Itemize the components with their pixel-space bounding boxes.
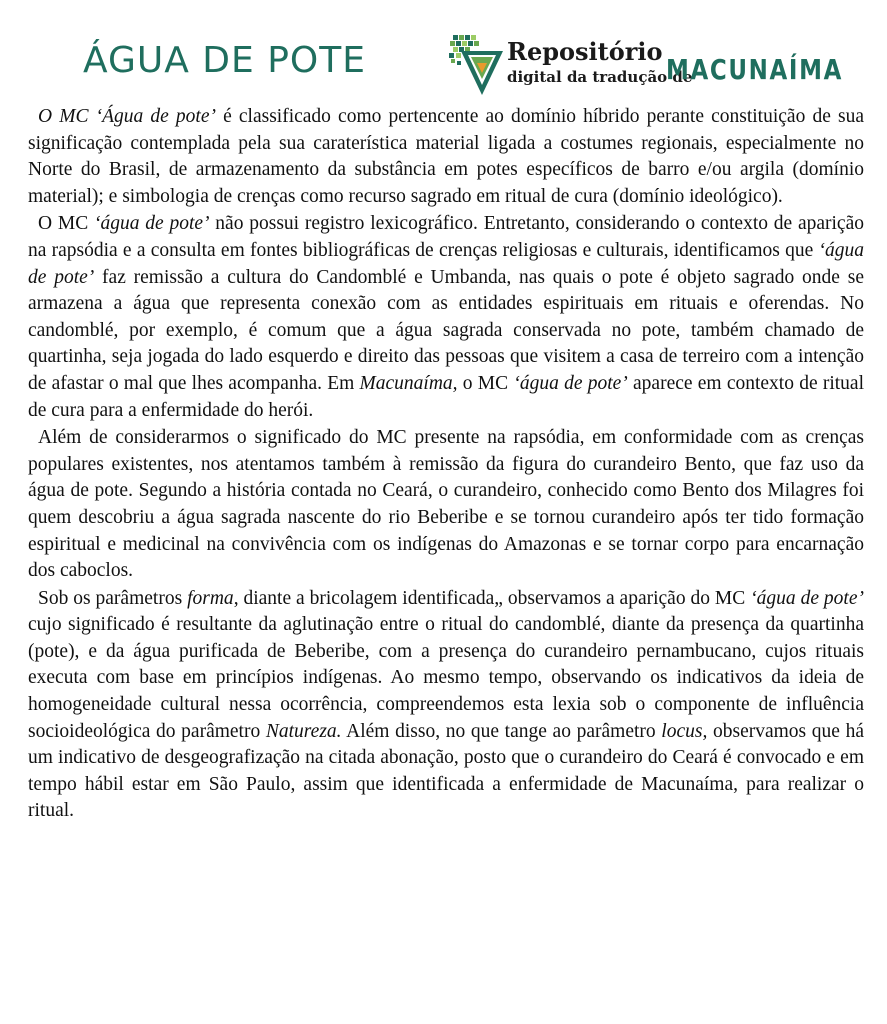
- logo-emblem-icon: [447, 33, 505, 101]
- paragraph-text: , diante a bricolagem identificada„ observamos a aparição do MC: [233, 587, 751, 609]
- repository-logo: [447, 33, 844, 103]
- italic-text: ‘água de pote’: [750, 587, 865, 609]
- paragraph-text: observamos que há um indicativo de desgeografização na citada abonação, posto que o curandeiro do Ceará é convocado e em tempo hábil estar em São Paulo, assim que identificada a enfermidade de Macunaíma, para realizar o ritual.: [28, 720, 865, 822]
- page-title: ÁGUA DE POTE: [83, 40, 367, 81]
- italic-text: ‘água de pote’: [93, 213, 210, 235]
- paragraph-text: o MC: [457, 372, 514, 394]
- italic-text: forma: [187, 587, 234, 609]
- italic-text: locus,: [661, 720, 708, 742]
- paragraph-text: Além de considerarmos o significado do MC presente na rapsódia, em conformidade com as crenças populares existentes, nos atentamos também à remissão da figura do curandeiro Bento, que faz uso da água de pote. Segundo a história contada no Ceará, o curandeiro, conhecido como Bento dos Milagres foi quem descobriu a água sagrada nascente do rio Beberibe e se tornou curandeiro após ter tido formação espiritual e medicinal na convivência com os indígenas do Amazonas e se tornar corpo para encarnação dos caboclos.: [28, 427, 864, 582]
- paragraph-text: aparece em contexto de ritual de cura para a enfermidade do herói.: [28, 372, 864, 421]
- paragraph-text: O MC: [38, 213, 94, 235]
- paragraph-text: faz remissão a cultura do Candomblé e Umbanda, nas quais o pote é objeto sagrado onde se armazena a água que representa conexão com as entidades espirituais em rituais e oferendas. No candomblé, por exemplo, é comum que a água sagrada conservada no pote, também chamado de quartinha, seja jogada do lado esquerdo e direito das pessoas que visitem a casa de terreiro com a intenção de afastar o mal que lhes acompanha. Em: [28, 266, 864, 394]
- paragraph: [28, 104, 864, 210]
- italic-text: Natureza.: [265, 720, 342, 742]
- logo-macunaima-text: MACUNAÍMA: [666, 53, 844, 86]
- paragraph-text: Além disso, no que tange ao parâmetro: [341, 720, 662, 742]
- italic-text: O MC ‘Água de pote’: [38, 106, 216, 127]
- logo-subtitle-text: digital da tradução de: [507, 68, 693, 86]
- italic-text: ‘água de pote’: [513, 372, 628, 394]
- paragraph: [28, 586, 864, 825]
- logo-repositorio-text: Repositório: [507, 37, 663, 66]
- paragraph-text: é classificado como pertencente ao domínio híbrido perante constituição de sua significação contemplada pela sua caraterística material ligada a costumes regionais, especialmente no Norte do Brasil, de armazenamento da substância em potes específicos de barro e/ou argila (domínio material); e simbologia de crenças como recurso sagrado em ritual de cura (domínio ideológico).: [28, 106, 864, 207]
- italic-text: ‘água de pote’: [28, 239, 864, 288]
- paragraph: [28, 425, 864, 585]
- paragraph-text: não possui registro lexicográfico. Entretanto, considerando o contexto de aparição na rapsódia e a consulta em fontes bibliográficas de crenças religiosas e culturais, identificamos que: [28, 213, 864, 261]
- page-header: [0, 0, 887, 112]
- paragraph-text: Sob os parâmetros: [38, 587, 188, 609]
- italic-text: Macunaíma,: [359, 372, 458, 394]
- article-body: [28, 104, 864, 826]
- paragraph: [28, 211, 864, 424]
- paragraph-text: cujo significado é resultante da aglutinação entre o ritual do candomblé, diante da presença da quartinha (pote), e da água purificada de Beberibe, com a presença do curandeiro pernambucano, cujos rituais executa com base em princípios indígenas. Ao mesmo tempo, observando os indicativos da ideia de homogeneidade cultural nessa ocorrência, compreendemos esta lexia sob o componente de influência socioideológica do parâmetro: [28, 614, 864, 742]
